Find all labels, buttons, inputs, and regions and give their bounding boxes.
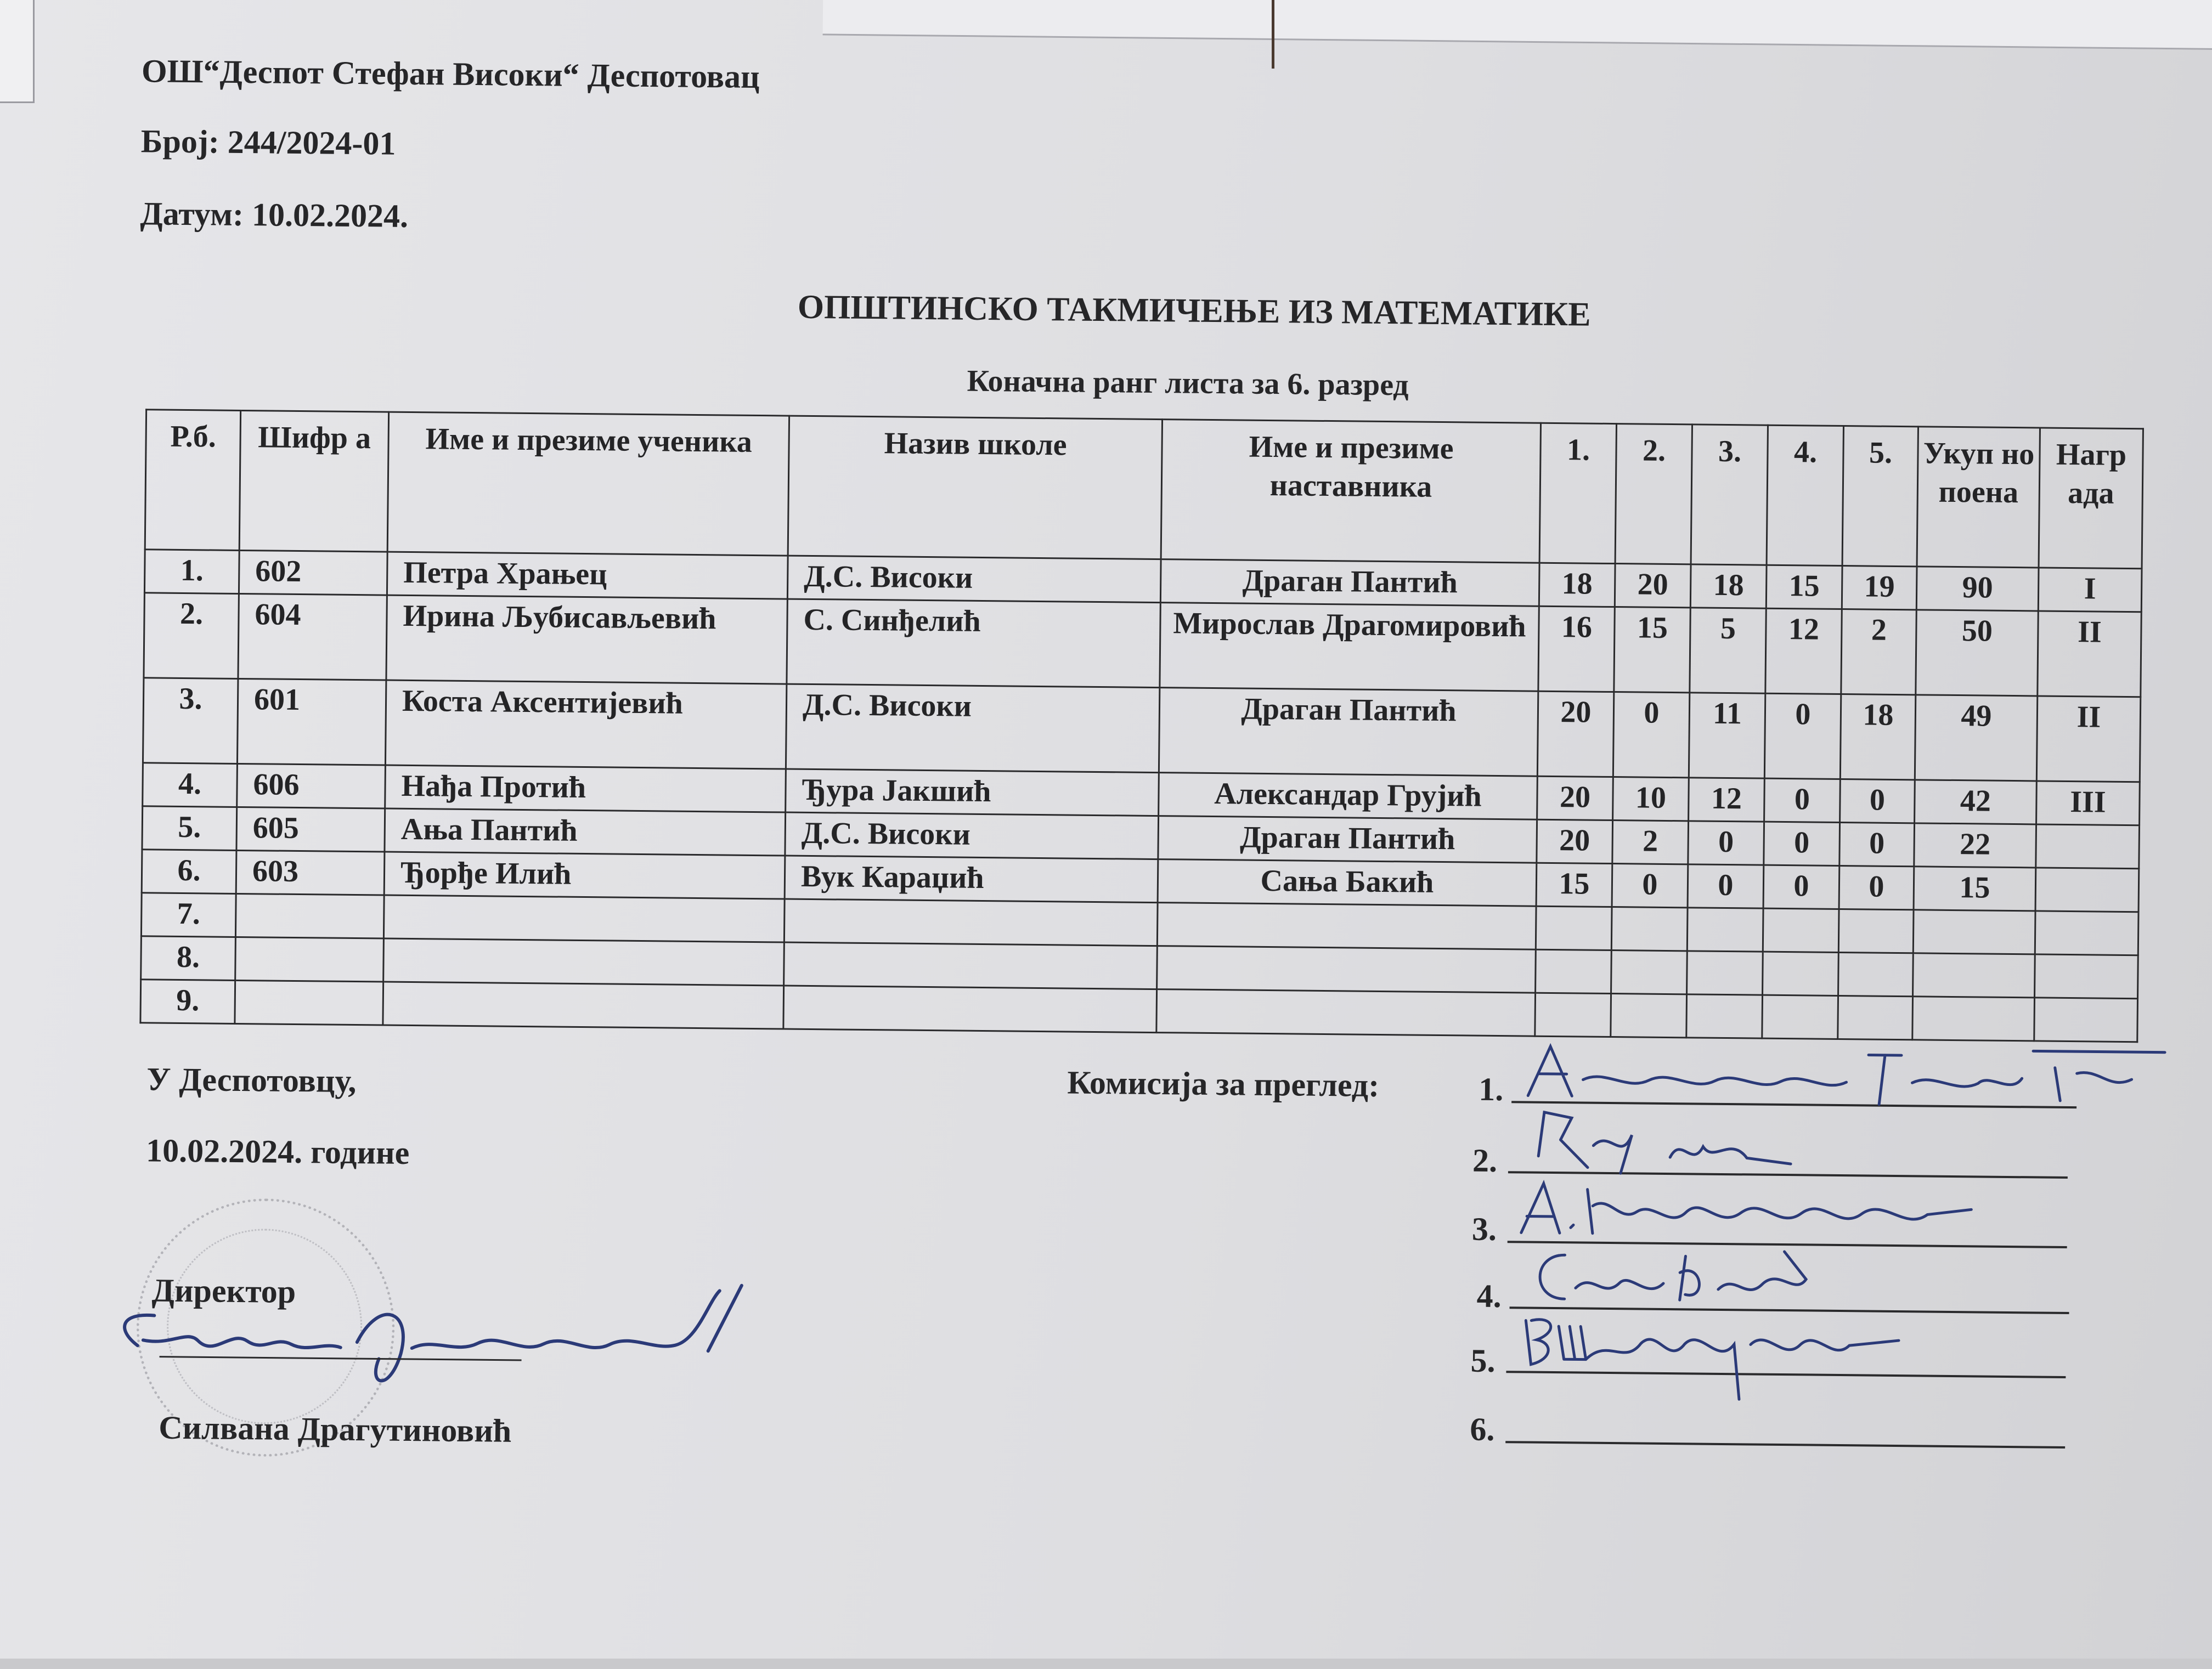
cell-task-2-score: 0: [1612, 864, 1688, 908]
cell-task-5-score: [1838, 952, 1914, 996]
cell-rank: 4.: [143, 763, 238, 807]
cell-task-5-score: 19: [1842, 566, 1917, 610]
cell-teacher-name: Драган Пантић: [1158, 816, 1537, 863]
director-name: Силвана Драгутиновић: [159, 1409, 512, 1449]
cell-task-1-score: [1535, 993, 1611, 1037]
cell-task-2-score: 2: [1612, 821, 1689, 864]
cell-award: II: [2036, 696, 2140, 782]
cell-code: 601: [237, 678, 386, 765]
cell-award: II: [2038, 611, 2141, 697]
cell-task-3-score: 11: [1689, 693, 1765, 778]
footer-date: 10.02.2024. године: [145, 1132, 410, 1171]
cell-rank: 5.: [142, 806, 237, 851]
cell-task-3-score: [1686, 994, 1763, 1038]
cell-teacher-name: Сања Бакић: [1158, 859, 1537, 907]
cell-rank: 9.: [140, 980, 235, 1024]
cell-code: [235, 937, 384, 982]
cell-task-4-score: 0: [1764, 778, 1841, 822]
cell-task-3-score: [1687, 908, 1763, 952]
cell-school-name: Д.С. Високи: [785, 812, 1159, 859]
commission-number-2: 2.: [1472, 1142, 1498, 1179]
cell-task-4-score: 12: [1765, 608, 1842, 694]
cell-teacher-name: [1157, 903, 1536, 950]
cell-teacher-name: [1157, 946, 1536, 993]
cell-task-1-score: 20: [1537, 819, 1613, 863]
header-task-1: 1.: [1539, 423, 1616, 563]
cell-code: 602: [239, 550, 387, 595]
cell-award: [2036, 824, 2140, 869]
cell-task-3-score: [1687, 951, 1763, 995]
cell-total-score: [1913, 910, 2035, 954]
cell-rank: 8.: [141, 936, 236, 981]
cell-teacher-name: Драган Пантић: [1159, 688, 1538, 777]
cell-rank: 6.: [142, 850, 236, 894]
cell-task-4-score: 0: [1764, 822, 1840, 865]
cell-student-name: Петра Храњец: [387, 552, 788, 599]
cell-code: 604: [238, 593, 387, 680]
cell-total-score: 49: [1915, 695, 2037, 781]
cell-task-3-score: 0: [1688, 864, 1764, 908]
cell-task-2-score: 15: [1614, 607, 1690, 693]
cell-school-name: Д.С. Високи: [786, 684, 1159, 773]
cell-task-2-score: 0: [1613, 692, 1689, 778]
cell-task-1-score: 20: [1537, 691, 1613, 777]
header-code: Шифр а: [239, 410, 388, 552]
commission-number-1: 1.: [1479, 1071, 1504, 1108]
cell-school-name: [783, 986, 1157, 1033]
header-task-3: 3.: [1691, 425, 1768, 565]
document-date: Датум: 10.02.2024.: [140, 195, 409, 234]
cell-code: [235, 893, 384, 938]
cell-total-score: 50: [1916, 610, 2038, 696]
cell-student-name: Нађа Протић: [385, 765, 786, 812]
rank-table: [139, 409, 2144, 1043]
cell-award: [2034, 998, 2138, 1042]
cell-task-1-score: [1536, 949, 1612, 993]
header-task-2: 2.: [1615, 424, 1692, 564]
cell-task-4-score: 15: [1766, 565, 1842, 609]
cell-student-name: [383, 895, 785, 942]
cell-teacher-name: Мирослав Драгомировић: [1160, 603, 1539, 692]
cell-school-name: Д.С. Високи: [787, 556, 1161, 603]
cell-teacher-name: Александар Грујић: [1159, 773, 1538, 820]
table-header-row: [145, 410, 2143, 569]
cell-award: III: [2036, 781, 2140, 825]
header-task-4: 4.: [1767, 425, 1843, 565]
cell-rank: 7.: [141, 893, 236, 937]
cell-rank: 3.: [143, 678, 238, 764]
cell-school-name: С. Синђелић: [787, 599, 1160, 688]
cell-task-4-score: [1763, 908, 1839, 952]
cell-code: 603: [236, 850, 385, 895]
cell-task-5-score: [1838, 909, 1914, 953]
cell-task-5-score: 0: [1839, 865, 1914, 909]
document-number: Број: 244/2024-01: [140, 123, 396, 162]
cell-task-2-score: [1611, 994, 1687, 1038]
commission-number-4: 4.: [1476, 1277, 1502, 1315]
cell-task-1-score: [1536, 906, 1612, 950]
cell-task-4-score: 0: [1764, 693, 1841, 779]
table-body: [140, 550, 2142, 1042]
header-student: Име и презиме ученика: [387, 412, 789, 556]
cell-task-3-score: 12: [1689, 778, 1765, 822]
cell-task-5-score: [1838, 995, 1913, 1039]
cell-code: 605: [236, 807, 385, 852]
cell-rank: 2.: [144, 593, 239, 679]
cell-task-3-score: 0: [1688, 821, 1764, 865]
commission-signature-5: [1514, 1304, 1932, 1412]
header-school: Назив школе: [788, 416, 1162, 559]
cell-task-3-score: 5: [1690, 608, 1766, 693]
commission-number-3: 3.: [1471, 1210, 1497, 1248]
header-total: Укуп но поена: [1917, 427, 2040, 568]
cell-task-2-score: 10: [1613, 777, 1689, 821]
cell-award: [2035, 954, 2138, 999]
cell-award: [2035, 911, 2138, 955]
signature-line-6: [1505, 1441, 2065, 1449]
header-award: Нагр ада: [2039, 428, 2143, 569]
commission-number-6: 6.: [1470, 1411, 1495, 1448]
cell-code: 606: [237, 763, 386, 808]
school-name: ОШ“Деспот Стефан Високи“ Деспотовац: [141, 53, 760, 95]
cell-student-name: Коста Аксентијевић: [385, 680, 786, 769]
cell-school-name: [784, 942, 1158, 989]
commission-label: Комисија за преглед:: [1067, 1064, 1380, 1104]
cell-student-name: Ирина Љубисављевић: [386, 595, 787, 684]
cell-task-5-score: 0: [1839, 822, 1915, 866]
header-rb: Р.б.: [145, 410, 240, 551]
cell-rank: 1.: [144, 550, 239, 594]
cell-total-score: 15: [1914, 867, 2036, 911]
footer-place: У Деспотовцу,: [146, 1061, 357, 1100]
commission-number-5: 5.: [1470, 1342, 1496, 1379]
cell-total-score: [1913, 953, 2035, 998]
cell-award: I: [2038, 568, 2142, 612]
cell-task-1-score: 18: [1539, 563, 1615, 607]
cell-task-1-score: 15: [1536, 863, 1612, 907]
cell-task-5-score: 2: [1841, 609, 1916, 695]
cell-award: [2035, 868, 2139, 912]
cell-task-2-score: [1611, 951, 1688, 994]
cell-task-5-score: 18: [1840, 694, 1915, 780]
cell-task-1-score: 16: [1538, 606, 1615, 692]
cell-school-name: [784, 899, 1158, 946]
commission-signature-2: [1527, 1101, 1813, 1181]
cell-school-name: Вук Караџић: [785, 856, 1158, 903]
director-label: Директор: [151, 1272, 296, 1310]
header-task-5: 5.: [1842, 426, 1918, 567]
cell-school-name: Ђура Јакшић: [786, 769, 1159, 816]
cell-task-4-score: 0: [1763, 865, 1839, 909]
cell-student-name: [383, 938, 785, 986]
cell-total-score: 22: [1914, 823, 2036, 868]
cell-task-1-score: 20: [1537, 776, 1613, 820]
cell-task-5-score: 0: [1840, 779, 1915, 823]
cell-task-2-score: 20: [1615, 564, 1691, 608]
cell-code: [235, 980, 383, 1025]
cell-teacher-name: [1156, 989, 1536, 1037]
page-subtitle: Коначна ранг листа за 6. разред: [967, 364, 1409, 403]
cell-task-4-score: [1763, 952, 1839, 995]
cell-student-name: [383, 982, 784, 1029]
cell-teacher-name: Драган Пантић: [1160, 559, 1539, 607]
cell-total-score: 42: [1915, 780, 2037, 824]
cell-task-4-score: [1762, 995, 1838, 1039]
cell-total-score: 90: [1916, 567, 2039, 611]
cell-total-score: [1912, 997, 2035, 1041]
cell-task-2-score: [1611, 907, 1688, 951]
header-teacher: Име и презиме наставника: [1161, 420, 1541, 563]
cell-student-name: Ђорђе Илић: [384, 852, 785, 899]
cell-student-name: Ања Пантић: [385, 808, 786, 856]
page-title: ОПШТИНСКО ТАКМИЧЕЊЕ ИЗ МАТЕМАТИКЕ: [797, 288, 1591, 333]
cell-task-3-score: 18: [1690, 564, 1767, 608]
director-signature: [104, 1263, 819, 1407]
